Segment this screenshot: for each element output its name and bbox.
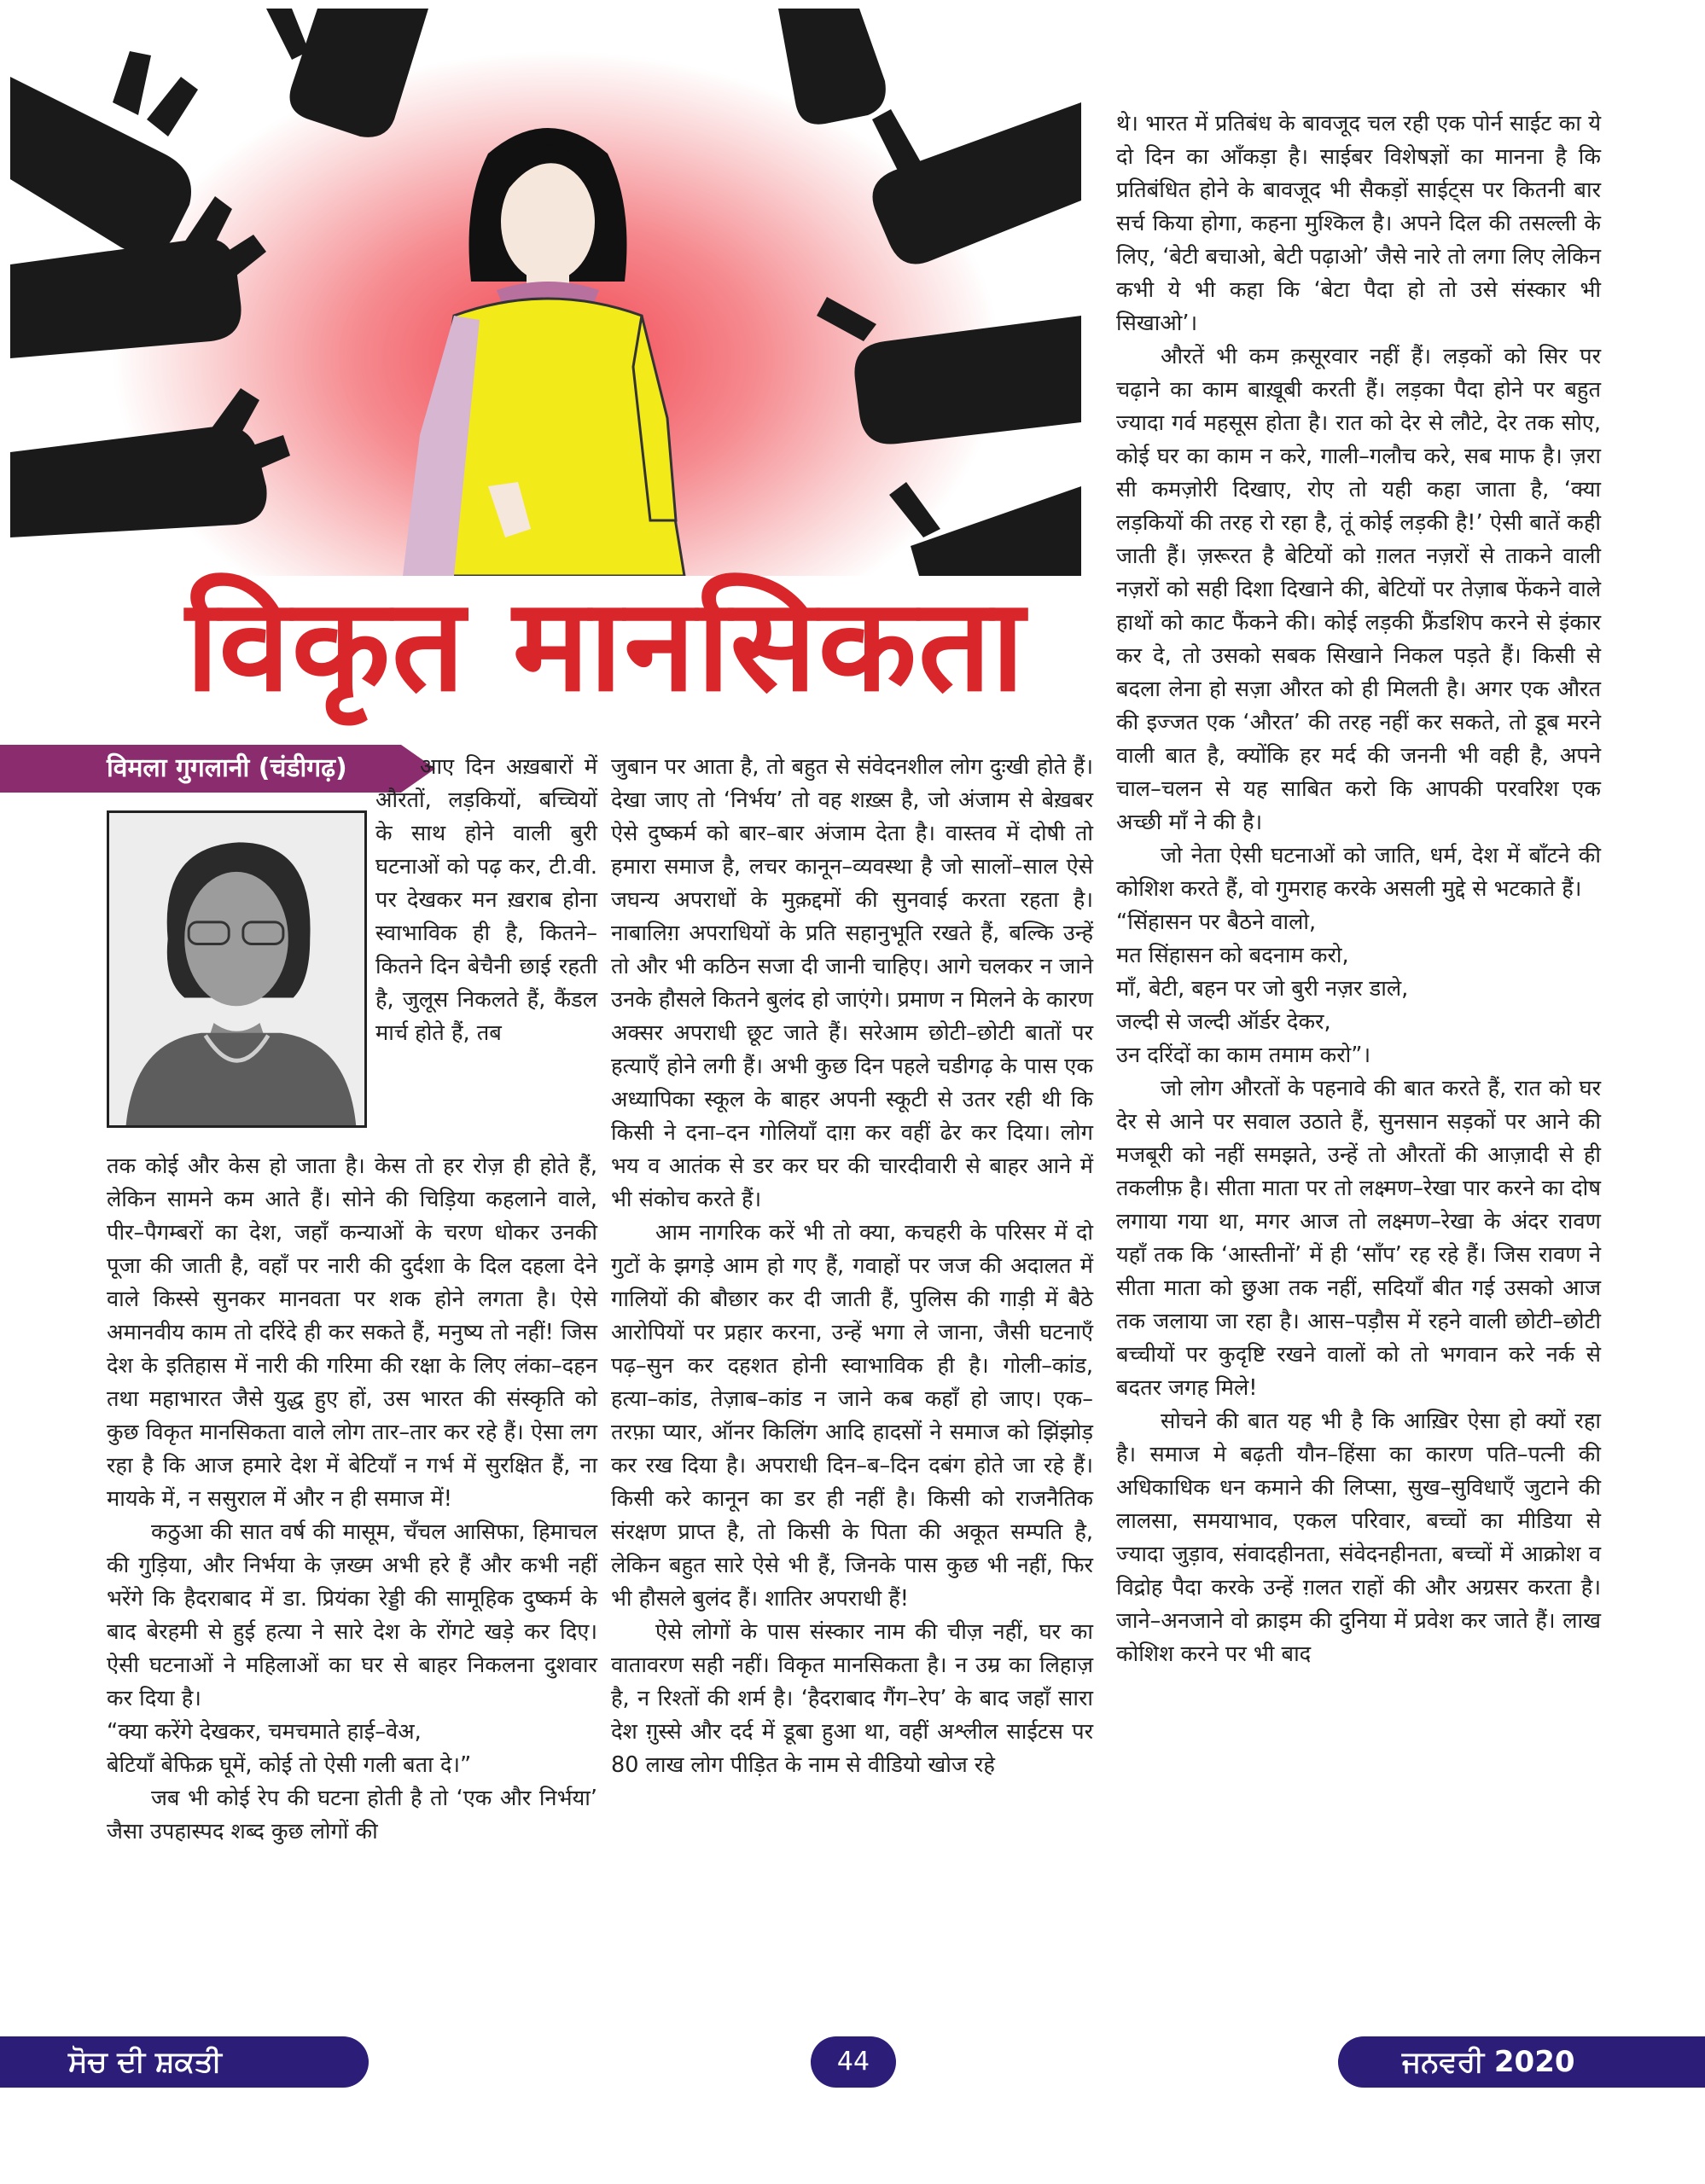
paragraph: आम नागरिक करें भी तो क्या, कचहरी के परिसर में दो गुटों के झगड़े आम हो गए हैं, गवाहों पर जज की अदालत में गालियों की बौछार कर दी जाती हैं, पुलिस की गाड़ी में बैठे आरोपियों पर प्रहार करना, उन्हें भगा ले जाना, जैसी घटनाएँ पढ़–सुन कर दहशत होनी स्वाभाविक ही है। गोली–कांड, हत्या–कांड, तेज़ाब–कांड न जाने कब कहाँ हो जाए। एक–तरफ़ा प्यार, ऑनर किलिंग आदि हादसों ने समाज को झिंझोड़ कर रख दिया है। अपराधी दिन–ब–दिन दबंग होते जा रहे हैं। किसी करे कानून का डर ही नहीं है। किसी को राजनैतिक संरक्षण प्राप्त है, तो किसी के पिता की अकूत सम्पति है, लेकिन बहुत सारे ऐसे भी हैं, जिनके पास कुछ भी नहीं, फिर भी हौसले बुलंद हैं। शातिर अपराधी हैं! xyxy=(611,1220,1093,1612)
verse-line: माँ, बेटी, बहन पर जो बुरी नज़र डाले, xyxy=(1116,976,1409,1002)
verse-line: मत सिंहासन को बदनाम करो, xyxy=(1116,943,1349,968)
column-1 xyxy=(107,1150,597,1849)
verse-line: बेटियाँ बेफिक्र घूमें, कोई तो ऐसी गली बता दे।” xyxy=(107,1752,472,1778)
column-3 xyxy=(1116,107,1601,1671)
paragraph: औरतें भी कम क़सूरवार नहीं हैं। लड़कों को सिर पर चढ़ाने का काम बाख़ूबी करती हैं। लड़का पैदा होने पर बहुत ज्यादा गर्व महसूस होता है। रात को देर से लौटे, देर तक सोए, कोई घर का काम न करे, गाली–गलौच करे, सब माफ है। ज़रा सी कमज़ोरी दिखाए, रोए तो यही कहा जाता है, ‘क्या लड़कियों की तरह रो रहा है, तूं कोई लड़की है!’ ऐसी बातें कही जाती हैं। ज़रूरत है बेटियों को ग़लत नज़रों से ताकने वाली नज़रों को सही दिशा दिखाने की, बेटियों पर तेज़ाब फेंकने वाले हाथों को काट फैंकने की। कोई लड़की फ्रैंडशिप करने से इंकार कर दे, तो उसको सबक सिखाने निकल पड़ते हैं। किसी से बदला लेना हो सज़ा औरत को ही मिलती है। अगर एक औरत की इज्जत एक ‘औरत’ की तरह नहीं कर सकते, तो डूब मरने वाली बात है, क्योंकि हर मर्द की जननी भी वही है, अपने चाल–चलन से यह साबित करो कि आपकी परवरिश एक अच्छी माँ ने की है। xyxy=(1116,344,1601,835)
footer-issue-date xyxy=(1338,2036,1705,2088)
author-name: विमला गुगलानी (चंडीगढ़) xyxy=(107,753,347,783)
paragraph: सोचने की बात यह भी है कि आख़िर ऐसा हो क्यों रहा है। समाज मे बढ़ती यौन–हिंसा का कारण पति–पत्नी की अधिकाधिक धन कमाने की लिप्सा, सुख–सुविधाएँ जुटाने की लालसा, समयाभाव, एकल परिवार, बच्चों का मीडिया से ज्यादा जुड़ाव, संवादहीनता, संवेदनहीनता, बच्चों में आक्रोश व विद्रोह पैदा करके उन्हें ग़लत राहों की और अग्रसर करता है। जाने–अनजाने वो क्राइम की दुनिया में प्रवेश कर जाते हैं। लाख कोशिश करने पर भी बाद xyxy=(1116,1409,1601,1667)
column-2 xyxy=(611,751,1093,1782)
paragraph: थे। भारत में प्रतिबंध के बावजूद चल रही एक पोर्न साईट का ये दो दिन का आँकड़ा है। साईबर विशेषज्ञों का मानना है कि प्रतिबंधित होने के बावजूद भी सैकड़ों साईट्स पर कितनी बार सर्च किया होगा, कहना मुश्किल है। अपने दिल की तसल्ली के लिए, ‘बेटी बचाओ, बेटी पढ़ाओ’ जैसे नारे तो लगा लिए लेकिन कभी ये भी कहा कि ‘बेटा पैदा हो तो उसे संस्कार भी सिखाओ’। xyxy=(1116,111,1601,336)
paragraph: आए दिन अख़बारों में औरतों, लड़कियों, बच्चियों के साथ होने वाली बुरी घटनाओं को पढ़ कर, टी.वी. पर देखकर मन ख़राब होना स्वाभाविक ही है, कितने–कितने दिन बेचैनी छाई रहती है, जुलूस निकलते हैं, कैंडल मार्च होते हैं, तब xyxy=(375,754,597,1046)
paragraph: ऐसे लोगों के पास संस्कार नाम की चीज़ नहीं, घर का वातावरण सही नहीं। विकृत मानसिकता है। न उम्र का लिहाज़ है, न रिश्तों की शर्म है। ‘हैदराबाद गैंग–रेप’ के बाद जहाँ सारा देश ग़ुस्से और दर्द में डूबा हुआ था, वहीं अश्लील साईटस पर 80 लाख लोग पीड़ित के नाम से वीडियो खोज रहे xyxy=(611,1619,1093,1778)
paragraph: जुबान पर आता है, तो बहुत से संवेदनशील लोग दुःखी होते हैं। देखा जाए तो ‘निर्भय’ तो वह शख़्स है, जो अंजाम से बेख़बर ऐसे दुष्कर्म को बार–बार अंजाम देता है। वास्तव में दोषी तो हमारा समाज है, लचर कानून–व्यवस्था है जो सालों–साल ऐसे जघन्य अपराधों के मुक़द्दमों की सुनवाई करता रहता है। नाबालिग़ अपराधियों के प्रति सहानुभूति रखते हैं, बल्कि उन्हें तो और भी कठिन सजा दी जानी चाहिए। आगे चलकर न जाने उनके हौसले कितने बुलंद हो जाएंगे। प्रमाण न मिलने के कारण अक्सर अपराधी छूट जाते हैं। सरेआम छोटी–छोटी बातों पर हत्याएँ होने लगी हैं। अभी कुछ दिन पहले चडीगढ़ के पास एक अध्यापिका स्कूल के बाहर अपनी स्कूटी से उतर रही थी कि किसी ने दना–दन गोलियाँ दाग़ कर वहीं ढेर कर दिया। लोग भय व आतंक से डर कर घर की चारदीवारी से बाहर आने में भी संकोच करते हैं। xyxy=(611,754,1093,1212)
issue-date: ਜਨਵਰੀ 2020 xyxy=(1402,2045,1575,2079)
magazine-name: ਸੋਚ ਦੀ ਸ਼ਕਤੀ xyxy=(68,2045,222,2079)
verse-line: उन दरिंदों का काम तमाम करो”। xyxy=(1116,1043,1371,1068)
footer-magazine-name xyxy=(0,2036,369,2088)
article-illustration xyxy=(10,9,1081,576)
paragraph: कठुआ की सात वर्ष की मासूम, चँचल आसिफा, हिमाचल की गुड़िया, और निर्भया के ज़ख्म अभी हरे हैं और कभी नहीं भरेंगे कि हैदराबाद में डा. प्रियंका रेड्डी की सामूहिक दुष्कर्म के बाद बेरहमी से हुई हत्या ने सारे देश के रोंगटे खड़े कर दिए। ऐसी घटनाओं ने महिलाओं का घर से बाहर निकलना दुशवार कर दिया है। xyxy=(107,1519,597,1711)
paragraph: जो नेता ऐसी घटनाओं को जाति, धर्म, देश में बाँटने की कोशिश करते हैं, वो गुमराह करके असली मुद्दे से भटकाते हैं। xyxy=(1116,843,1601,902)
verse-line: “सिंहासन पर बैठने वालो, xyxy=(1116,909,1317,935)
verse-line: जल्दी से जल्दी ऑर्डर देकर, xyxy=(1116,1009,1331,1035)
column-1-top xyxy=(375,751,597,1050)
paragraph: तक कोई और केस हो जाता है। केस तो हर रोज़ ही होते हैं, लेकिन सामने कम आते हैं। सोने की चिड़िया कहलाने वाले, पीर–पैगम्बरों का देश, जहाँ कन्याओं के चरण धोकर उनकी पूजा की जाती है, वहाँ पर नारी की दुर्दशा के दिल दहला देने वाले किस्से सुनकर मानवता पर शक होने लगता है। ऐसे अमानवीय काम तो दरिंदे ही कर सकते हैं, मनुष्य तो नहीं! जिस देश के इतिहास में नारी की गरिमा की रक्षा के लिए लंका–दहन तथा महाभारत जैसे युद्ध हुए हों, उस भारत की संस्कृति को कुछ विकृत मानसिकता वाले लोग तार–तार कर रहे हैं। ऐसा लग रहा है कि आज हमारे देश में बेटियाँ न गर्भ में सुरक्षित हैं, ना मायके में, न ससुराल में और न ही समाज में! xyxy=(107,1153,597,1512)
page-number: 44 xyxy=(811,2036,896,2088)
author-photo xyxy=(107,810,367,1128)
author-band xyxy=(0,745,435,793)
paragraph: जब भी कोई रेप की घटना होती है तो ‘एक और निर्भया’ जैसा उपहास्पद शब्द कुछ लोगों की xyxy=(107,1786,597,1844)
paragraph: जो लोग औरतों के पहनावे की बात करते हैं, रात को घर देर से आने पर सवाल उठाते हैं, सुनसान सड़कों पर आने की मजबूरी को नहीं समझते, उन्हें तो औरतों की आज़ादी से ही तकलीफ़ है। सीता माता पर तो लक्ष्मण–रेखा पार करने का दोष लगाया गया था, मगर आज तो लक्ष्मण–रेखा के अंदर रावण यहाँ तक कि ‘आस्तीनों’ में ही ‘साँप’ रह रहे हैं। जिस रावण ने सीता माता को छुआ तक नहीं, सदियाँ बीत गई उसको आज तक जलाया जा रहा है। आस–पड़ौस में रहने वाली छोटी–छोटी बच्चीयों पर कुदृष्टि रखने वालों को तो भगवान करे नर्क से बदतर जगह मिले! xyxy=(1116,1076,1601,1401)
verse-line: “क्या करेंगे देखकर, चमचमाते हाई–वेअ, xyxy=(107,1719,422,1745)
article-headline: विकृत मानसिकता xyxy=(185,572,1027,720)
